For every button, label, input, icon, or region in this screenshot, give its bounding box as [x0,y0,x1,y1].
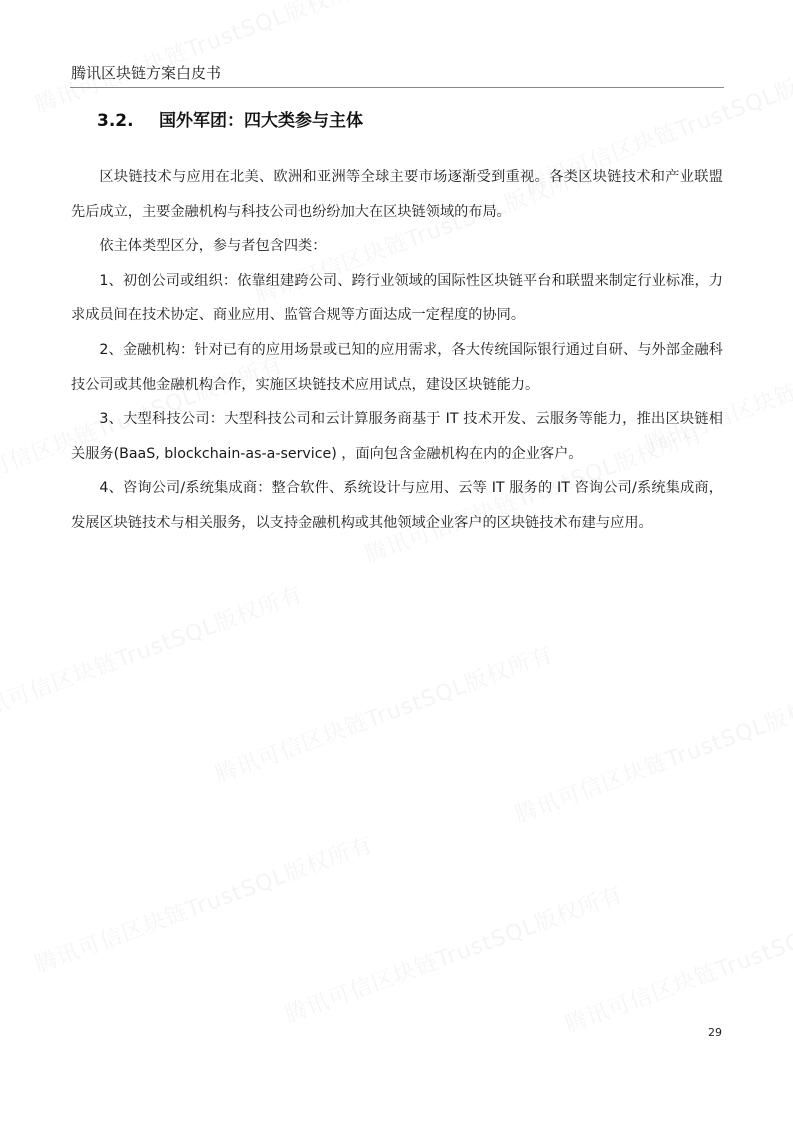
paragraph: 1、初创公司或组织：依靠组建跨公司、跨行业领域的国际性区块链平台和联盟来制定行业标准，力求成员间在技术协定、商业应用、监管合规等方面达成一定程度的协同。 [71,272,723,324]
body-text [71,160,723,541]
document-header-title: 腾讯区块链方案白皮书 [71,64,222,82]
watermark-text [560,888,793,1040]
watermark-text [280,878,627,1030]
paragraph: 2、金融机构：针对已有的应用场景或已知的应用需求，各大传统国际银行通过自研、与外部金融科技公司或其他金融机构合作，实施区块链技术应用试点，建设区块链能力。 [71,341,723,393]
paragraph: 4、咨询公司/系统集成商：整合软件、系统设计与应用、云等 IT 服务的 IT 咨询公司/系统集成商，发展区块链技术与相关服务，以支持金融机构或其他领域企业客户的区块链技术布建与应用。 [71,480,723,531]
section-heading [97,106,363,131]
watermark-text [0,578,307,730]
section-title: 国外军团：四大类参与主体 [159,111,363,131]
paragraph: 依主体类型区分，参与者包含四类： [99,238,327,255]
watermark-text [510,678,793,830]
header-divider [70,87,724,88]
watermark-text [210,638,557,790]
watermark-text [30,0,377,119]
paragraph: 3、大型科技公司：大型科技公司和云计算服务商基于 IT 技术开发、云服务等能力，推出区块链相关服务(BaaS, blockchain-as-a-service) ，面向包含金融机构在内的企业客户。 [71,411,723,462]
page-number: 29 [708,1026,722,1039]
watermark-text [30,828,377,980]
section-number: 3.2. [97,111,134,131]
paragraph: 区块链技术与应用在北美、欧洲和亚洲等全球主要市场逐渐受到重视。各类区块链技术和产业联盟先后成立，主要金融机构与科技公司也纷纷加大在区块链领域的布局。 [71,169,723,220]
